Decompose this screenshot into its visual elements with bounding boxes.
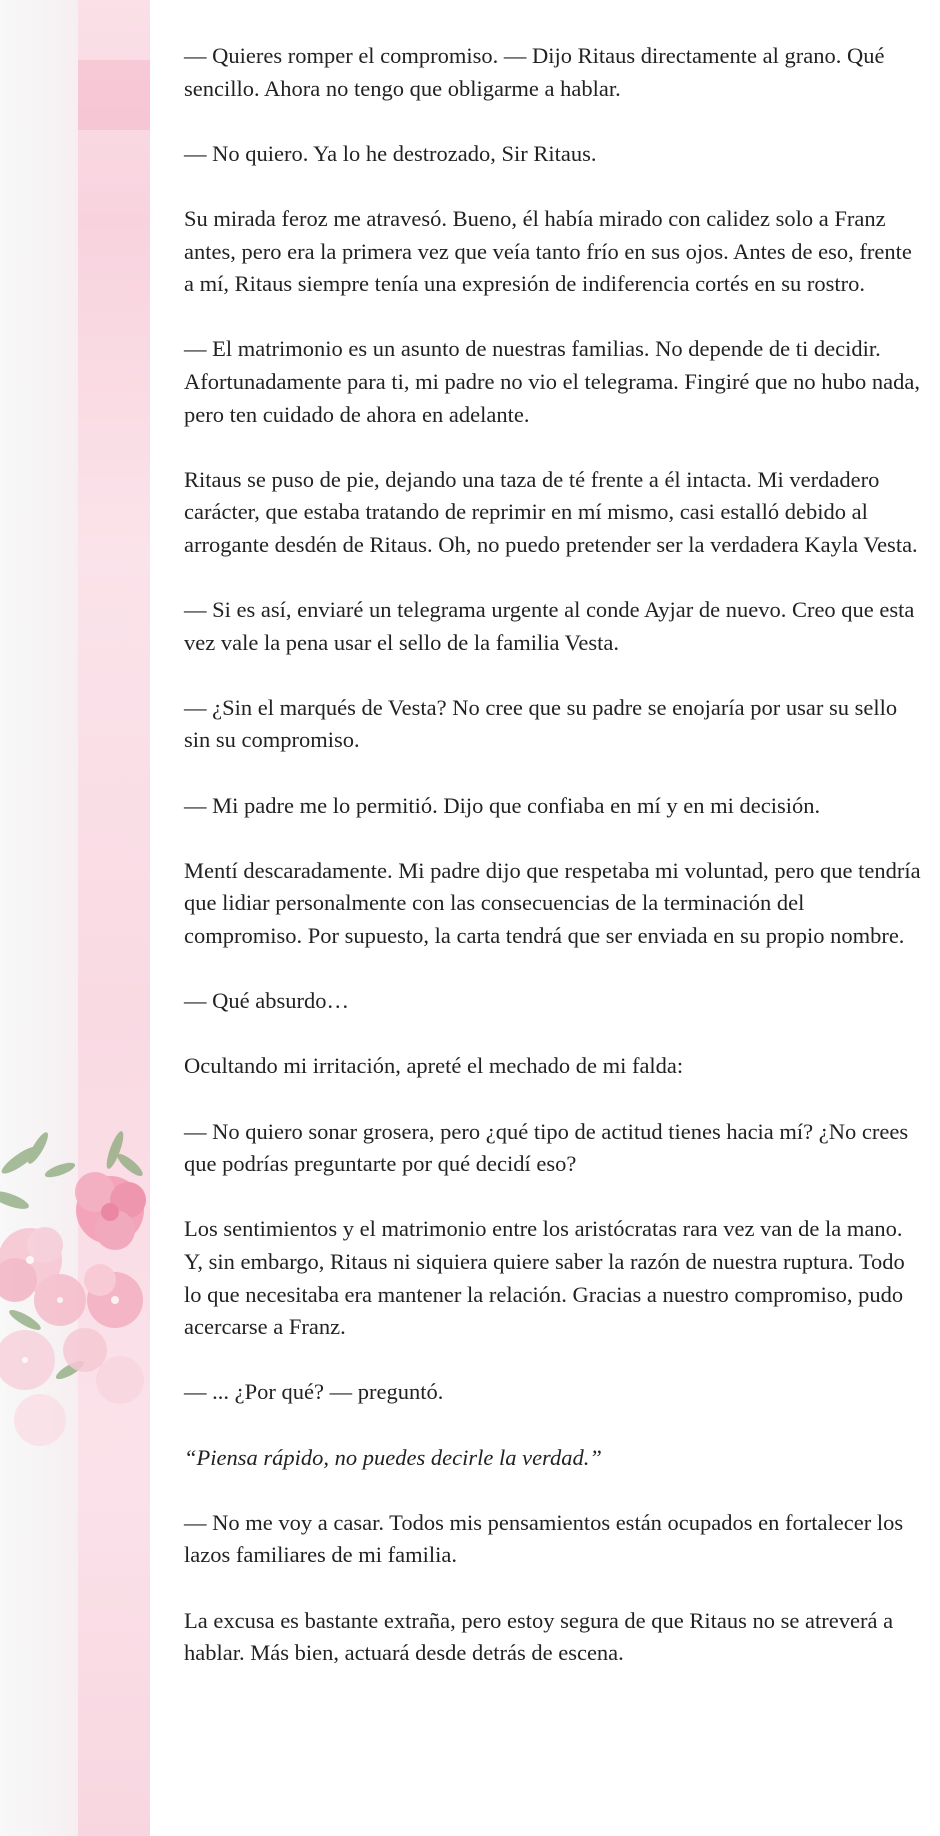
paragraph: — No me voy a casar. Todos mis pensamientos están ocupados en fortalecer los lazos familiares de mi familia.: [184, 1509, 904, 1568]
paragraph: Los sentimientos y el matrimonio entre los aristócratas rara vez van de la mano. Y, sin embargo, Ritaus ni siquiera quiere saber la razón de nuestra ruptura. Todo lo que necesitaba era mantener la relación. Gracias a nuestro compromiso, pudo acercarse a Franz.: [184, 1216, 905, 1340]
paragraph: — No quiero. Ya lo he destrozado, Sir Ritaus.: [184, 140, 597, 166]
paragraph: Ritaus se puso de pie, dejando una taza de té frente a él intacta. Mi verdadero carácter, que estaba tratando de reprimir en mí mismo, casi estalló debido al arrogante desdén de Ritaus. Oh, no puedo pretender ser la verdadera Kayla Vesta.: [184, 466, 918, 557]
paragraph: Mentí descaradamente. Mi padre dijo que respetaba mi voluntad, pero que tendría que lidiar personalmente con las consecuencias de la terminación del compromiso. Por supuesto, la carta tendrá que ser enviada en su propio nombre.: [184, 857, 921, 949]
paragraph-thought: “Piensa rápido, no puedes decirle la verdad.”: [184, 1444, 602, 1470]
paragraph: — El matrimonio es un asunto de nuestras familias. No depende de ti decidir. Afortunadamente para ti, mi padre no vio el telegrama. Fingiré que no hubo nada, pero ten cuidado de ahora en adelante.: [184, 336, 921, 427]
paragraph: — Quieres romper el compromiso. — Dijo Ritaus directamente al grano. Qué sencillo. Ahora no tengo que obligarme a hablar.: [184, 43, 885, 101]
paragraph: — No quiero sonar grosera, pero ¿qué tipo de actitud tienes hacia mí? ¿No crees que podrías preguntarte por qué decidí eso?: [184, 1118, 909, 1177]
decorative-band-highlight: [78, 60, 150, 130]
paragraph: — ¿Sin el marqués de Vesta? No cree que su padre se enojaría por usar su sello sin su compromiso.: [184, 694, 898, 753]
paragraph: — ... ¿Por qué? — preguntó.: [184, 1379, 444, 1405]
paragraph: La excusa es bastante extraña, pero estoy segura de que Ritaus no se atreverá a hablar. Más bien, actuará desde detrás de escena.: [184, 1607, 894, 1666]
paragraph: Ocultando mi irritación, apreté el mechado de mi falda:: [184, 1053, 684, 1079]
paragraph: — Mi padre me lo permitió. Dijo que confiaba en mí y en mi decisión.: [184, 792, 821, 818]
story-text: [184, 40, 924, 1702]
paragraph: Su mirada feroz me atravesó. Bueno, él había mirado con calidez solo a Franz antes, pero era la primera vez que veía tanto frío en sus ojos. Antes de eso, frente a mí, Ritaus siempre tenía una expresión de indiferencia cortés en su rostro.: [184, 205, 912, 297]
left-margin: [0, 0, 78, 1836]
paragraph: — Si es así, enviaré un telegrama urgente al conde Ayjar de nuevo. Creo que esta vez vale la pena usar el sello de la familia Vesta.: [184, 597, 915, 655]
floral-bouquet-icon: [0, 1130, 150, 1540]
decorative-pink-band: [78, 0, 150, 1836]
paragraph: — Qué absurdo…: [184, 988, 349, 1014]
